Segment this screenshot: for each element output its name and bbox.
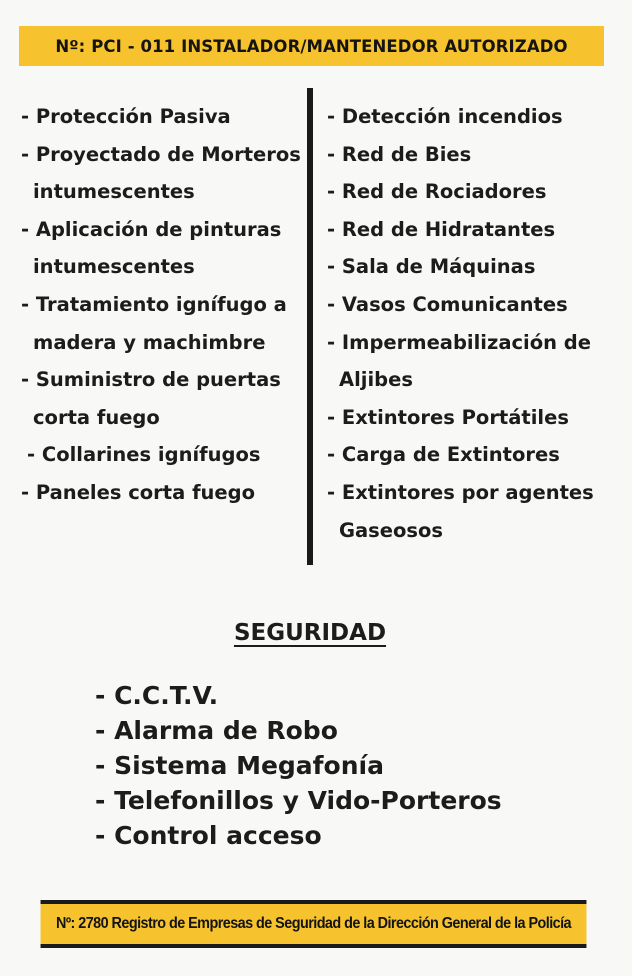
- security-registration-banner: [41, 900, 587, 948]
- list-item: - Extintores por agentes Gaseosos: [327, 480, 594, 542]
- list-item: - Suministro de puertas corta fuego: [21, 368, 281, 429]
- pci-registration-banner: [19, 26, 604, 66]
- list-item: - Impermeabilización de Aljibes: [327, 330, 591, 392]
- list-item: - Sistema Megafonía: [95, 750, 384, 780]
- list-item: - Tratamiento ignífugo a madera y machimbre: [21, 292, 287, 354]
- list-item: - C.C.T.V.: [95, 681, 219, 710]
- list-item: - Protección Pasiva: [21, 105, 231, 128]
- list-item: - Paneles corta fuego: [21, 480, 256, 504]
- list-item: - Detección incendios: [327, 105, 563, 128]
- passive-protection-list: [21, 98, 306, 512]
- pci-registration-text: Nº: PCI - 011 INSTALADOR/MANTENEDOR AUTORIZADO: [55, 36, 568, 56]
- list-item: - Telefonillos y Vido-Porteros: [95, 785, 502, 815]
- list-item: - Vasos Comunicantes: [327, 292, 568, 316]
- list-item: - Carga de Extintores: [327, 443, 560, 467]
- column-divider: [307, 88, 313, 565]
- list-item: - Control acceso: [95, 820, 322, 850]
- list-item: - Red de Bies: [327, 142, 472, 166]
- list-item: - Aplicación de pinturas intumescentes: [21, 217, 282, 279]
- security-registration-text: Nº: 2780 Registro de Empresas de Seguridad de la Dirección General de la Policía: [55, 915, 572, 932]
- list-item: - Red de Hidratantes: [327, 217, 556, 241]
- active-protection-list: [327, 98, 627, 549]
- list-item: - Red de Rociadores: [327, 180, 547, 204]
- list-item: - Collarines ignífugos: [27, 443, 261, 467]
- security-list: [95, 679, 502, 854]
- list-item: - Sala de Máquinas: [327, 255, 536, 279]
- security-section-title: SEGURIDAD: [233, 620, 387, 646]
- list-item: - Alarma de Robo: [95, 715, 338, 745]
- list-item: - Proyectado de Morteros intumescentes: [21, 142, 301, 204]
- list-item: - Extintores Portátiles: [327, 405, 569, 429]
